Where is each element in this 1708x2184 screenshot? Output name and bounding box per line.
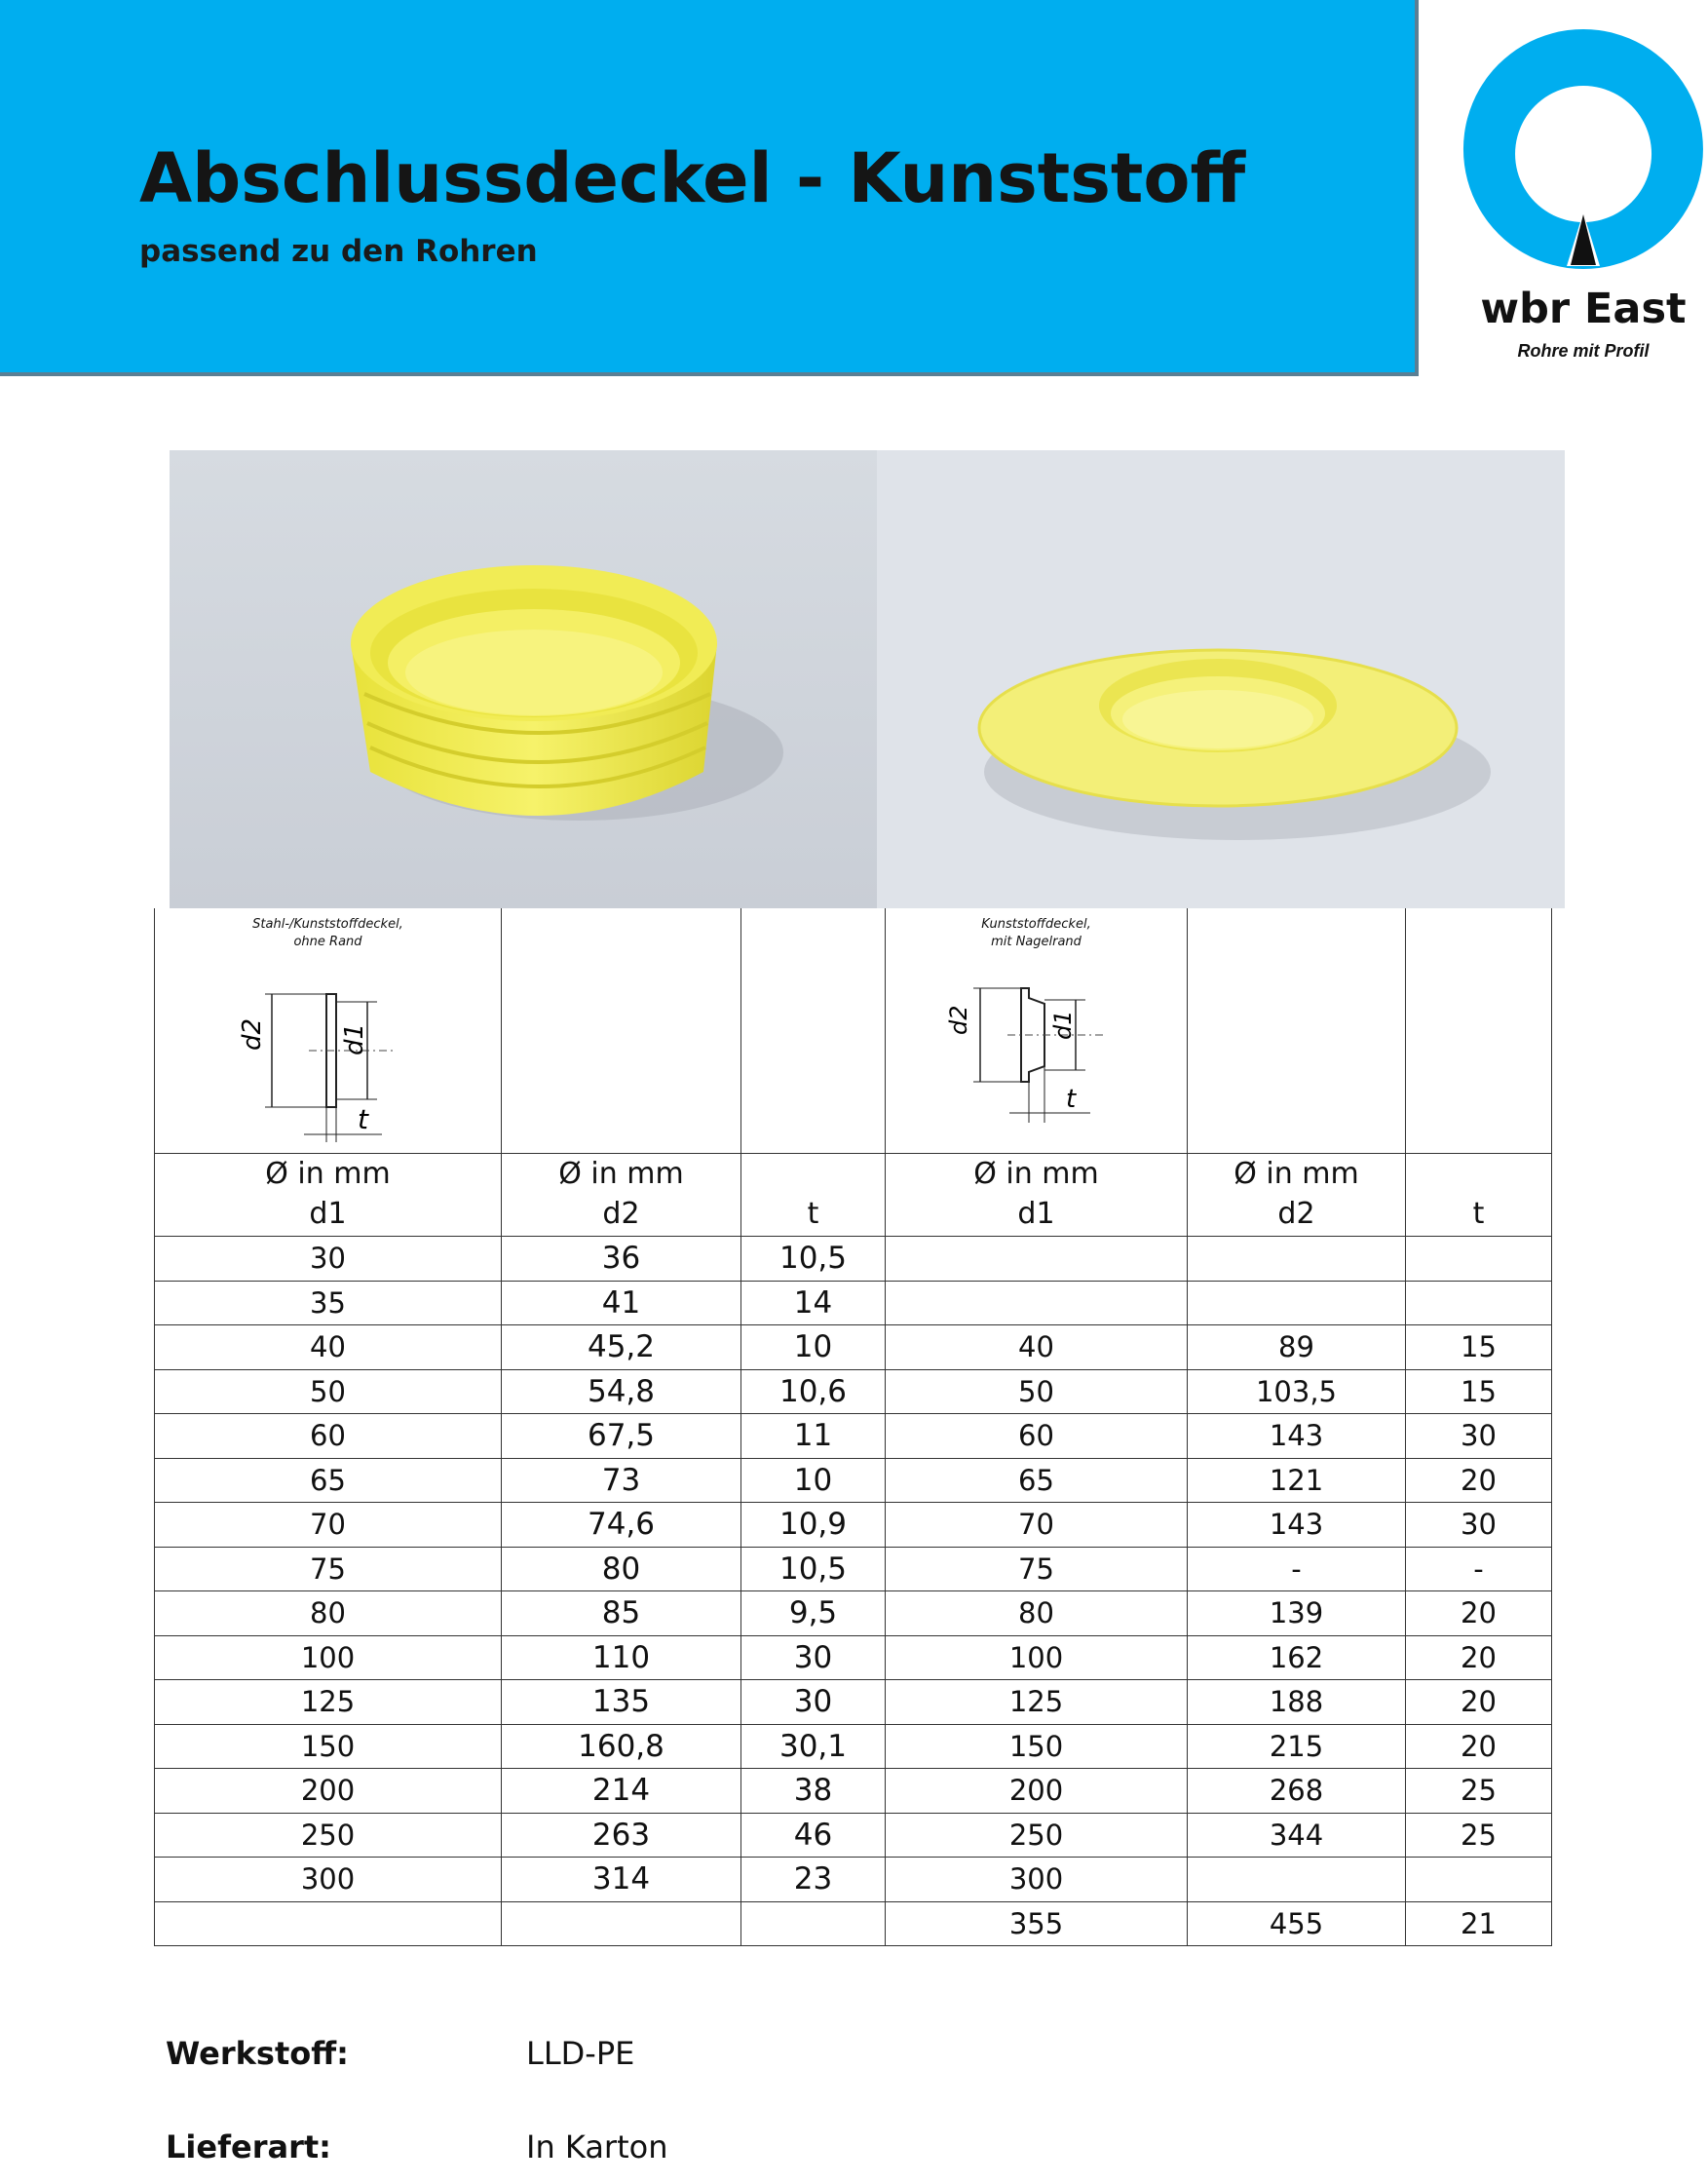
table-cell: 300 (155, 1858, 502, 1902)
table-row (155, 1635, 1552, 1680)
table-cell: 54,8 (502, 1369, 741, 1414)
diagram-empty-cell (502, 908, 741, 1154)
diagram-empty-cell (1188, 908, 1406, 1154)
header-t-left: t (741, 1154, 886, 1237)
table-cell: 150 (155, 1724, 502, 1769)
table-cell: 9,5 (741, 1591, 886, 1636)
table-cell: 65 (886, 1458, 1188, 1503)
cover-without-rim-diagram-icon (211, 951, 445, 1146)
table-cell: 60 (155, 1414, 502, 1459)
table-cell: 455 (1188, 1901, 1406, 1946)
table-cell: 263 (502, 1813, 741, 1858)
table-cell (886, 1281, 1188, 1325)
table-cell: 314 (502, 1858, 741, 1902)
table-cell (1406, 1858, 1552, 1902)
diagram-left-caption: Stahl-/Kunststoffdeckel, ohne Rand (252, 917, 403, 949)
table-cell: 20 (1406, 1724, 1552, 1769)
table-cell: 36 (502, 1237, 741, 1282)
table-cell: 65 (155, 1458, 502, 1503)
table-row (155, 1547, 1552, 1591)
table-cell: 30 (155, 1237, 502, 1282)
diagram-empty-cell (741, 908, 886, 1154)
table-cell: 30 (1406, 1414, 1552, 1459)
table-cell: 30 (741, 1635, 886, 1680)
table-cell: 85 (502, 1591, 741, 1636)
header-d1-left: Ø in mm d1 (155, 1154, 502, 1237)
table-cell: 15 (1406, 1325, 1552, 1370)
table-cell: 268 (1188, 1769, 1406, 1814)
table-cell (1406, 1237, 1552, 1282)
table-cell: 40 (886, 1325, 1188, 1370)
table-cell: - (1188, 1547, 1406, 1591)
table-cell: 143 (1188, 1414, 1406, 1459)
header-d2-right: Ø in mm d2 (1188, 1154, 1406, 1237)
table-cell (1406, 1281, 1552, 1325)
header-d1-right: Ø in mm d1 (886, 1154, 1188, 1237)
diagram-left-d2-label: d2 (237, 1017, 267, 1051)
diagram-empty-cell (1406, 908, 1552, 1154)
table-cell (741, 1901, 886, 1946)
page-subtitle: passend zu den Rohren (139, 234, 538, 269)
table-cell: 30 (741, 1680, 886, 1725)
table-cell (502, 1901, 741, 1946)
table-row (155, 1813, 1552, 1858)
table-cell: 41 (502, 1281, 741, 1325)
table-cell: 125 (155, 1680, 502, 1725)
table-cell: 80 (502, 1547, 741, 1591)
table-cell: 139 (1188, 1591, 1406, 1636)
diagram-cell-right (886, 908, 1188, 1154)
table-cell: 162 (1188, 1635, 1406, 1680)
table-row (155, 1901, 1552, 1946)
wbr-logo-icon (1461, 27, 1705, 281)
table-cell: 10,5 (741, 1237, 886, 1282)
table-cell: 103,5 (1188, 1369, 1406, 1414)
header-d2-left: Ø in mm d2 (502, 1154, 741, 1237)
table-cell: 214 (502, 1769, 741, 1814)
table-cell: 121 (1188, 1458, 1406, 1503)
table-cell: 11 (741, 1414, 886, 1459)
table-cell: 200 (886, 1769, 1188, 1814)
cover-with-nail-rim-diagram-icon (920, 951, 1154, 1146)
table-cell: 75 (155, 1547, 502, 1591)
table-cell: 10 (741, 1325, 886, 1370)
dimension-table (154, 908, 1552, 1946)
diagram-left-t-label: t (357, 1103, 368, 1135)
table-cell: 143 (1188, 1503, 1406, 1548)
table-cell: 70 (886, 1503, 1188, 1548)
table-cell (1188, 1281, 1406, 1325)
table-cell: 125 (886, 1680, 1188, 1725)
table-cell: - (1406, 1547, 1552, 1591)
table-cell: 100 (886, 1635, 1188, 1680)
table-cell: 200 (155, 1769, 502, 1814)
table-row (155, 1769, 1552, 1814)
table-cell: 30 (1406, 1503, 1552, 1548)
table-cell: 50 (886, 1369, 1188, 1414)
table-cell: 15 (1406, 1369, 1552, 1414)
table-cell: 80 (886, 1591, 1188, 1636)
table-cell: 20 (1406, 1458, 1552, 1503)
diagram-right-d2-label: d2 (944, 1005, 972, 1035)
table-cell: 100 (155, 1635, 502, 1680)
table-cell: 215 (1188, 1724, 1406, 1769)
table-cell: 75 (886, 1547, 1188, 1591)
table-cell: 23 (741, 1858, 886, 1902)
table-cell: 344 (1188, 1813, 1406, 1858)
product-photo-without-rim (170, 450, 877, 908)
table-cell (155, 1901, 502, 1946)
table-cell: 50 (155, 1369, 502, 1414)
diagram-row (155, 908, 1552, 1154)
table-row (155, 1858, 1552, 1902)
diagram-right-caption: Kunststoffdeckel, mit Nagelrand (981, 917, 1091, 949)
table-cell: 160,8 (502, 1724, 741, 1769)
table-cell: 70 (155, 1503, 502, 1548)
table-cell: 25 (1406, 1769, 1552, 1814)
table-row (155, 1591, 1552, 1636)
table-cell: 355 (886, 1901, 1188, 1946)
table-cell (886, 1237, 1188, 1282)
logo-tagline: Rohre mit Profil (1517, 341, 1650, 361)
table-cell (1188, 1237, 1406, 1282)
table-cell: 38 (741, 1769, 886, 1814)
table-cell: 300 (886, 1858, 1188, 1902)
table-row (155, 1680, 1552, 1725)
delivery-value: In Karton (526, 2128, 668, 2165)
table-cell: 80 (155, 1591, 502, 1636)
table-cell: 67,5 (502, 1414, 741, 1459)
table-cell: 250 (886, 1813, 1188, 1858)
table-cell: 135 (502, 1680, 741, 1725)
table-row (155, 1724, 1552, 1769)
table-cell: 150 (886, 1724, 1188, 1769)
table-cell (1188, 1858, 1406, 1902)
table-row (155, 1414, 1552, 1459)
table-cell: 20 (1406, 1635, 1552, 1680)
table-cell: 250 (155, 1813, 502, 1858)
table-cell: 21 (1406, 1901, 1552, 1946)
table-cell: 10 (741, 1458, 886, 1503)
table-cell: 45,2 (502, 1325, 741, 1370)
table-cell: 20 (1406, 1591, 1552, 1636)
table-cell: 20 (1406, 1680, 1552, 1725)
material-label: Werkstoff: (166, 2035, 349, 2072)
table-cell: 14 (741, 1281, 886, 1325)
table-cell: 89 (1188, 1325, 1406, 1370)
table-row (155, 1281, 1552, 1325)
diagram-right-t-label: t (1065, 1085, 1076, 1114)
diagram-right-d1-label: d1 (1048, 1010, 1077, 1040)
page-title: Abschlussdeckel - Kunststoff (139, 138, 1246, 218)
table-cell: 25 (1406, 1813, 1552, 1858)
table-cell: 40 (155, 1325, 502, 1370)
table-cell: 10,9 (741, 1503, 886, 1548)
diagram-left-d1-label: d1 (339, 1022, 369, 1055)
table-row (155, 1458, 1552, 1503)
table-cell: 74,6 (502, 1503, 741, 1548)
table-cell: 10,6 (741, 1369, 886, 1414)
table-row (155, 1503, 1552, 1548)
table-cell: 10,5 (741, 1547, 886, 1591)
table-cell: 46 (741, 1813, 886, 1858)
table-row (155, 1237, 1552, 1282)
table-cell: 188 (1188, 1680, 1406, 1725)
table-cell: 60 (886, 1414, 1188, 1459)
table-cell: 30,1 (741, 1724, 886, 1769)
table-cell: 73 (502, 1458, 741, 1503)
table-cell: 35 (155, 1281, 502, 1325)
delivery-label: Lieferart: (166, 2128, 331, 2165)
table-cell: 110 (502, 1635, 741, 1680)
logo-name: wbr East (1480, 285, 1687, 333)
table-header-row (155, 1154, 1552, 1237)
header-t-right: t (1406, 1154, 1552, 1237)
table-row (155, 1369, 1552, 1414)
material-value: LLD-PE (526, 2035, 635, 2072)
table-row (155, 1325, 1552, 1370)
product-photo-with-nail-rim (877, 450, 1565, 908)
diagram-cell-left (155, 908, 502, 1154)
